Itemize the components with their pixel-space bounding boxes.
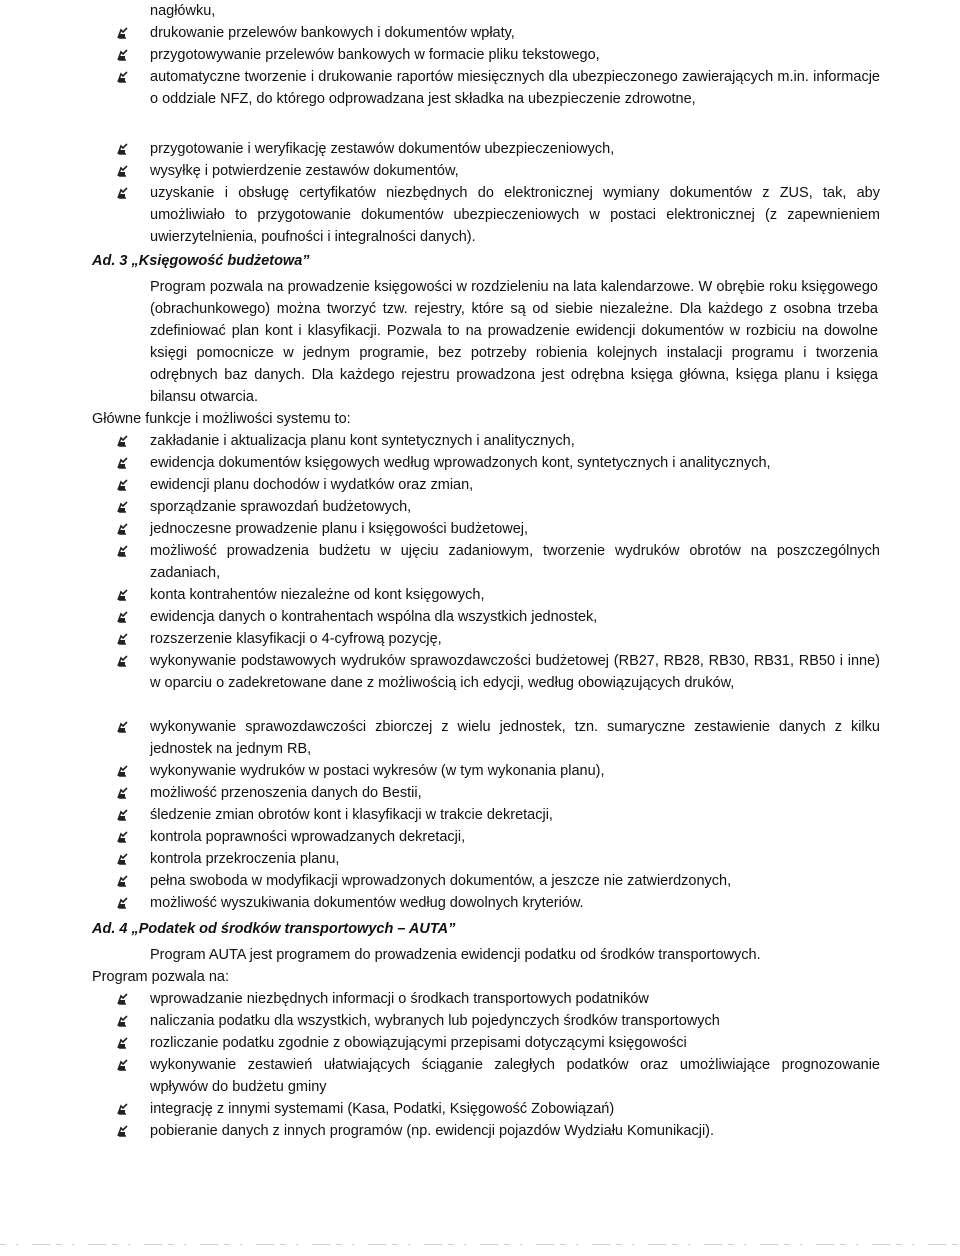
list-item xyxy=(150,182,880,248)
list-item-text: sporządzanie sprawozdań budżetowych, xyxy=(150,499,412,515)
list-item xyxy=(150,848,880,870)
section-paragraph: Program AUTA jest programem do prowadzenia ewidencji podatku od środków transportowych. xyxy=(150,947,761,963)
hand-pointer-icon xyxy=(116,993,128,1005)
hand-pointer-icon xyxy=(116,1015,128,1027)
list-item-text: wysyłkę i potwierdzenie zestawów dokumentów, xyxy=(150,163,459,179)
list-item-text: kontrola przekroczenia planu, xyxy=(150,851,340,867)
section-heading: Ad. 4 „Podatek od środków transportowych – AUTA” xyxy=(92,921,456,937)
hand-pointer-icon xyxy=(116,457,128,469)
list-item-text: przygotowywanie przelewów bankowych w formacie pliku tekstowego, xyxy=(150,47,600,63)
list-item xyxy=(150,496,880,518)
list-item xyxy=(150,540,880,584)
list-item xyxy=(150,988,880,1010)
list-item xyxy=(150,804,880,826)
hand-pointer-icon xyxy=(116,787,128,799)
hand-pointer-icon xyxy=(116,479,128,491)
list-item-text: pobieranie danych z innych programów (np. ewidencji pojazdów Wydziału Komunikacji). xyxy=(150,1123,715,1139)
list-item-text: uzyskanie i obsługę certyfikatów niezbędnych do elektronicznej wymiany dokumentów z ZUS, tak, aby umożliwiało to przygotowanie dokumentów ubezpieczeniowych w postaci elektronicznej (z zapewnieniem uwierzytelnienia, poufności i integralności danych). xyxy=(150,185,880,245)
list-lead: Główne funkcje i możliwości systemu to: xyxy=(92,411,351,427)
list-item xyxy=(150,606,880,628)
list-item xyxy=(150,782,880,804)
list-item-text: ewidencja dokumentów księgowych według wprowadzonych kont, syntetycznych i analitycznych, xyxy=(150,455,771,471)
list-item-text: możliwość wyszukiwania dokumentów według dowolnych kryteriów. xyxy=(150,895,584,911)
hand-pointer-icon xyxy=(116,187,128,199)
hand-pointer-icon xyxy=(116,875,128,887)
list-item xyxy=(150,760,880,782)
list-item xyxy=(150,44,880,66)
list-item-text: integrację z innymi systemami (Kasa, Podatki, Księgowość Zobowiązań) xyxy=(150,1101,615,1117)
list-item-text: rozliczanie podatku zgodnie z obowiązującymi przepisami dotyczącymi księgowości xyxy=(150,1035,687,1051)
section-paragraph xyxy=(92,276,878,408)
list-item-text: drukowanie przelewów bankowych i dokumentów wpłaty, xyxy=(150,25,515,41)
hand-pointer-icon xyxy=(116,897,128,909)
list-item-text: ewidencji planu dochodów i wydatków oraz zmian, xyxy=(150,477,474,493)
list-item xyxy=(150,870,880,892)
list-item-text: ewidencja danych o kontrahentach wspólna dla wszystkich jednostek, xyxy=(150,609,598,625)
list-item xyxy=(150,452,880,474)
hand-pointer-icon xyxy=(116,809,128,821)
list-item-text: przygotowanie i weryfikację zestawów dokumentów ubezpieczeniowych, xyxy=(150,141,615,157)
list-item-text: wykonywanie podstawowych wydruków sprawozdawczości budżetowej (RB27, RB28, RB30, RB31, RB50 i inne) w oparciu o zadekretowane dane z możliwością ich edycji, według obowiązujących druków, xyxy=(150,653,880,691)
hand-pointer-icon xyxy=(116,1059,128,1071)
list-item-text: jednoczesne prowadzenie planu i księgowości budżetowej, xyxy=(150,521,529,537)
list-item xyxy=(150,160,880,182)
list-item-text: kontrola poprawności wprowadzanych dekretacji, xyxy=(150,829,466,845)
hand-pointer-icon xyxy=(116,853,128,865)
hand-pointer-icon xyxy=(116,165,128,177)
list-item xyxy=(150,66,880,110)
hand-pointer-icon xyxy=(116,435,128,447)
list-item xyxy=(150,1010,880,1032)
list-item xyxy=(150,518,880,540)
list-item xyxy=(150,1054,880,1098)
list-item-text: śledzenie zmian obrotów kont i klasyfikacji w trakcie dekretacji, xyxy=(150,807,553,823)
list-item-text: rozszerzenie klasyfikacji o 4-cyfrową pozycję, xyxy=(150,631,442,647)
list-item xyxy=(150,430,880,452)
list-item-text: automatyczne tworzenie i drukowanie raportów miesięcznych dla ubezpieczonego zawierających m.in. informacje o oddziale NFZ, do którego odprowadzana jest składka na ubezpieczenie zdrowotne, xyxy=(150,69,880,107)
list-item-text: konta kontrahentów niezależne od kont księgowych, xyxy=(150,587,485,603)
fragment-line: nagłówku, xyxy=(150,3,216,19)
list-item xyxy=(150,826,880,848)
list-item-text: wykonywanie sprawozdawczości zbiorczej z wielu jednostek, tzn. sumaryczne zestawienie danych z kilku jednostek na jednym RB, xyxy=(150,719,880,757)
hand-pointer-icon xyxy=(116,523,128,535)
list-item xyxy=(150,138,880,160)
list-lead: Program pozwala na: xyxy=(92,969,230,985)
list-item xyxy=(150,474,880,496)
section-heading: Ad. 3 „Księgowość budżetowa” xyxy=(92,253,310,269)
list-item-text: zakładanie i aktualizacja planu kont syntetycznych i analitycznych, xyxy=(150,433,575,449)
list-item xyxy=(150,628,880,650)
hand-pointer-icon xyxy=(116,545,128,557)
hand-pointer-icon xyxy=(116,1103,128,1115)
hand-pointer-icon xyxy=(116,143,128,155)
hand-pointer-icon xyxy=(116,765,128,777)
hand-pointer-icon xyxy=(116,589,128,601)
scan-artifact-line xyxy=(0,1243,960,1246)
list-item-text: możliwość przenoszenia danych do Bestii, xyxy=(150,785,422,801)
list-item xyxy=(150,1120,880,1142)
list-item xyxy=(150,1098,880,1120)
list-item xyxy=(150,1032,880,1054)
paragraph-text: Program pozwala na prowadzenie księgowości w rozdzieleniu na lata kalendarzowe. W obrębie roku księgowego (obrachunkowego) można tworzyć tzw. rejestry, które są od siebie niezależne. Dla każdego z osobna trzeba zdefiniować plan kont i klasyfikacji. Pozwala to na prowadzenie ewidencji dokumentów w rozbiciu na dowolne księgi pomocnicze w jednym programie, bez potrzeby robienia kolejnych instalacji programu i tworzenia odrębnych baz danych. Dla każdego rejestru prowadzona jest odrębna księga główna, księga planu i księga bilansu otwarcia. xyxy=(150,279,878,405)
hand-pointer-icon xyxy=(116,71,128,83)
list-item xyxy=(150,584,880,606)
list-item xyxy=(150,892,880,914)
hand-pointer-icon xyxy=(116,1037,128,1049)
list-item xyxy=(150,22,880,44)
hand-pointer-icon xyxy=(116,49,128,61)
list-item-text: możliwość prowadzenia budżetu w ujęciu zadaniowym, tworzenie wydruków obrotów na poszczególnych zadaniach, xyxy=(150,543,880,581)
hand-pointer-icon xyxy=(116,1125,128,1137)
hand-pointer-icon xyxy=(116,633,128,645)
hand-pointer-icon xyxy=(116,611,128,623)
list-item-text: wprowadzanie niezbędnych informacji o środkach transportowych podatników xyxy=(150,991,649,1007)
list-item-text: pełna swoboda w modyfikacji wprowadzonych dokumentów, a jeszcze nie zatwierdzonych, xyxy=(150,873,732,889)
list-item-text: wykonywanie zestawień ułatwiających ściąganie zaległych podatków oraz umożliwiające prognozowanie wpływów do budżetu gminy xyxy=(150,1057,880,1095)
list-item-text: wykonywanie wydruków w postaci wykresów (w tym wykonania planu), xyxy=(150,763,605,779)
hand-pointer-icon xyxy=(116,831,128,843)
hand-pointer-icon xyxy=(116,501,128,513)
hand-pointer-icon xyxy=(116,721,128,733)
list-item-text: naliczania podatku dla wszystkich, wybranych lub pojedynczych środków transportowych xyxy=(150,1013,720,1029)
list-item xyxy=(150,716,880,760)
hand-pointer-icon xyxy=(116,655,128,667)
list-item xyxy=(150,650,880,694)
hand-pointer-icon xyxy=(116,27,128,39)
